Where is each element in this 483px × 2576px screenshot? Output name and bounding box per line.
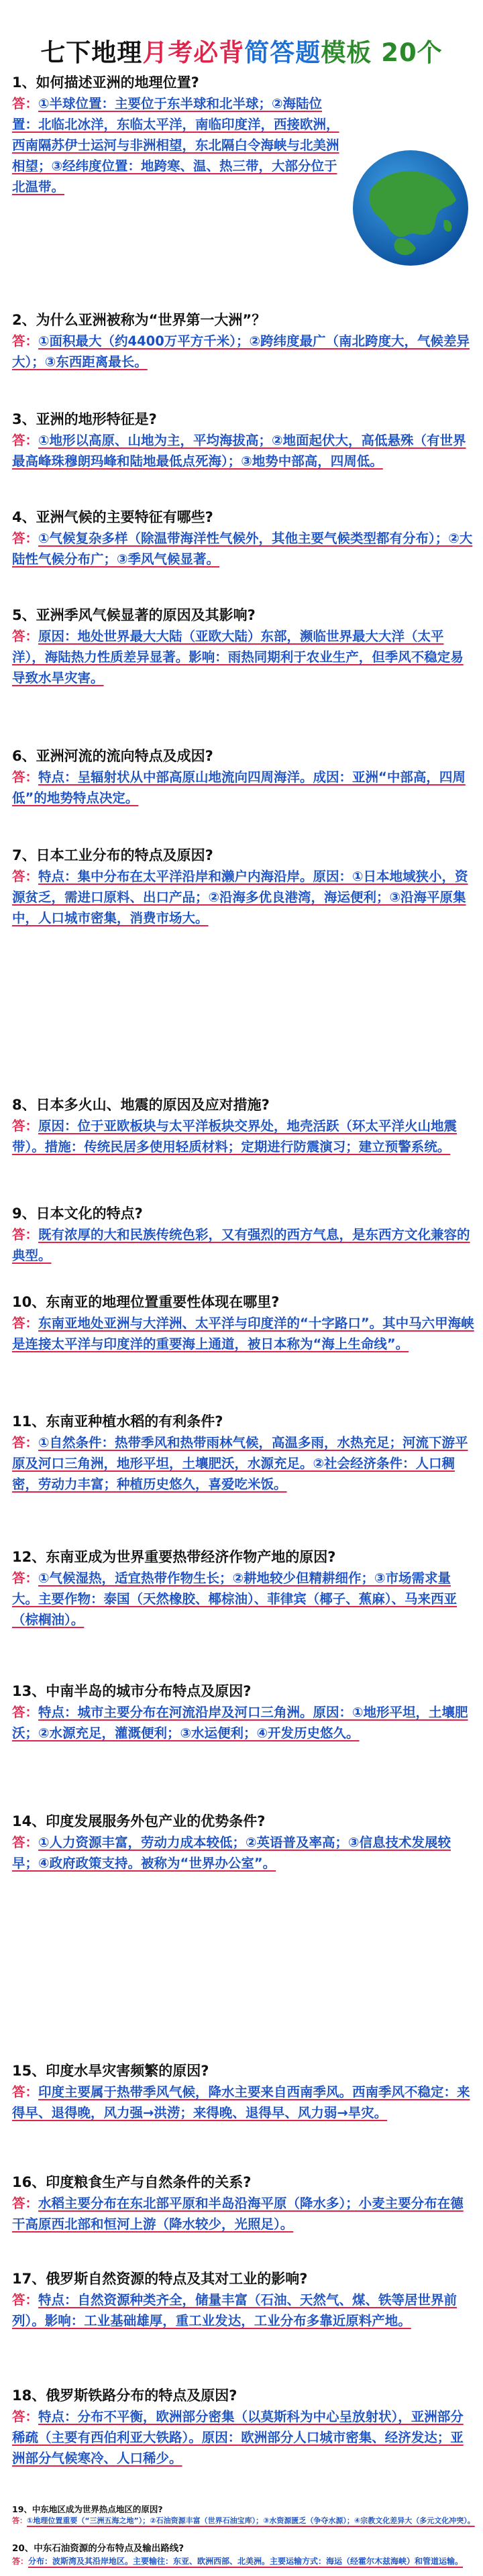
answer-text: ①地形以高原、山地为主，平均海拔高；②地面起伏大，高低悬殊（有世界最高峰珠穆朗玛峰和陆地最低点死海）；③地势中部高，四周低。 xyxy=(12,433,466,469)
answer-text: 特点：呈辐射状从中部高原山地流向四周海洋。成因：亚洲“中部高，四周低”的地势特点决定。 xyxy=(12,769,466,806)
qa-item xyxy=(12,1811,475,1874)
qa-item xyxy=(12,2542,475,2568)
answer-text: 特点：城市主要分布在河流沿岸及河口三角洲。原因：①地形平坦，土壤肥沃；②水源充足，灌溉便利；③水运便利；④开发历史悠久。 xyxy=(12,1705,468,1741)
answer-text: 水稻主要分布在东北部平原和半岛沿海平原（降水多）；小麦主要分布在德干高原西北部和恒河上游（降水较少，光照足）。 xyxy=(12,2196,464,2232)
question-text: 7、日本工业分布的特点及原因? xyxy=(12,847,213,863)
answer-text: ①气候湿热，适宜热带作物生长；②耕地较少但精耕细作；③市场需求量大。主要作物：泰国（天然橡胶、椰棕油）、菲律宾（椰子、蕉麻）、马来西亚（棕榈油）。 xyxy=(12,1570,458,1627)
answer-text: 分布：波斯湾及其沿岸地区。主要输往：东亚、欧洲西部、北美洲。主要运输方式：海运（经霍尔木兹海峡）和管道运输。 xyxy=(28,2557,464,2566)
answer-text: ①气候复杂多样（除温带海洋性气候外，其他主要气候类型都有分布）；②大陆性气候分布广；③季风气候显著。 xyxy=(12,531,473,567)
question-text: 12、东南亚成为世界重要热带经济作物产地的原因? xyxy=(12,1549,336,1565)
answer-text: 印度主要属于热带季风气候，降水主要来自西南季风。西南季风不稳定：来得早、退得晚，风力强→洪涝；来得晚、退得早、风力弱→旱灾。 xyxy=(12,2084,470,2121)
answer-block xyxy=(12,1568,475,1630)
answer-block xyxy=(12,1832,475,1874)
question-text: 5、亚洲季风气候显著的原因及其影响? xyxy=(12,607,256,623)
qa-item xyxy=(12,1095,475,1157)
qa-item xyxy=(12,1411,475,1495)
answer-text: 东南亚地处亚洲与大洋洲、太平洋与印度洋的“十字路口”。其中马六甲海峡是连接太平洋与印度洋的重要海上通道，被日本称为“海上生命线”。 xyxy=(12,1316,474,1352)
answer-block xyxy=(12,93,341,197)
qa-item xyxy=(12,2504,475,2527)
question-text: 3、亚洲的地形特征是? xyxy=(12,411,157,427)
answer-label: 答： xyxy=(12,1316,39,1331)
question-text: 6、亚洲河流的流向特点及成因? xyxy=(12,748,213,764)
qa-item xyxy=(12,605,475,688)
answer-label: 答： xyxy=(12,869,39,884)
title-part-4: 模板 20个 xyxy=(321,38,443,67)
qa-item xyxy=(12,72,475,197)
answer-label: 答： xyxy=(12,433,39,448)
answer-text: 特点：集中分布在太平洋沿岸和濑户内海沿岸。原因：①日本地域狭小，资源贫乏，需进口原料、出口产品；②沿海多优良港湾，海运便利；③沿海平原集中，人口城市密集，消费市场大。 xyxy=(12,869,468,926)
question-text: 18、俄罗斯铁路分布的特点及原因? xyxy=(12,2387,237,2404)
answer-text: 特点：自然资源种类齐全，储量丰富（石油、天然气、煤、铁等居世界前列）。影响：工业基础雄厚，重工业发达，工业分布多靠近原料产地。 xyxy=(12,2292,458,2328)
answer-block xyxy=(12,866,475,928)
answer-block xyxy=(12,2193,475,2235)
answer-block xyxy=(12,1224,475,1266)
qa-item xyxy=(12,2172,475,2235)
answer-label: 答： xyxy=(12,531,39,546)
answer-label: 答： xyxy=(12,333,39,349)
page-title xyxy=(0,32,483,68)
answer-block xyxy=(12,2082,475,2123)
answer-block xyxy=(12,767,475,808)
question-text: 17、俄罗斯自然资源的特点及其对工业的影响? xyxy=(12,2271,308,2287)
question-text: 19、中东地区成为世界热点地区的原因? xyxy=(12,2504,163,2514)
answer-label: 答： xyxy=(12,1435,39,1450)
answer-block xyxy=(12,331,475,372)
question-text: 16、印度粮食生产与自然条件的关系? xyxy=(12,2174,252,2190)
answer-text: ①自然条件：热带季风和热带雨林气候，高温多雨，水热充足；河流下游平原及河口三角洲，地形平坦，土壤肥沃，水源充足。②社会经济条件：人口稠密，劳动力丰富；种植历史悠久，喜爱吃米饭。 xyxy=(12,1435,468,1492)
answer-block xyxy=(12,2290,475,2331)
title-part-3: 简答题 xyxy=(244,38,321,67)
answer-text: 特点：分布不平衡，欧洲部分密集（以莫斯科为中心呈放射状），亚洲部分稀疏（主要有西伯利亚大铁路）。原因：欧洲部分人口城市密集、经济发达；亚洲部分气候寒冷、人口稀少。 xyxy=(12,2409,464,2466)
answer-label: 答： xyxy=(12,1118,39,1134)
qa-item xyxy=(12,1203,475,1266)
answer-text: 原因：位于亚欧板块与太平洋板块交界处，地壳活跃（环太平洋火山地震带）。措施：传统民居多使用轻质材料；定期进行防震演习；建立预警系统。 xyxy=(12,1118,458,1155)
answer-label: 答： xyxy=(12,2516,27,2526)
answer-label: 答： xyxy=(12,1227,39,1242)
question-text: 9、日本文化的特点? xyxy=(12,1205,143,1222)
answer-block xyxy=(12,1432,475,1495)
answer-text: ①人力资源丰富，劳动力成本较低；②英语普及率高；③信息技术发展较早；④政府政策支持。被称为“世界办公室”。 xyxy=(12,1835,451,1871)
answer-block xyxy=(12,2406,475,2469)
question-text: 8、日本多火山、地震的原因及应对措施? xyxy=(12,1097,270,1113)
answer-label: 答： xyxy=(12,2084,39,2100)
question-text: 1、如何描述亚洲的地理位置? xyxy=(12,74,199,91)
qa-item xyxy=(12,1292,475,1354)
qa-item xyxy=(12,2269,475,2331)
answer-block xyxy=(12,1313,475,1354)
answer-label: 答： xyxy=(12,96,39,111)
answer-label: 答： xyxy=(12,1705,39,1720)
answer-label: 答： xyxy=(12,2557,29,2566)
qa-item xyxy=(12,2061,475,2123)
answer-block xyxy=(12,528,475,570)
answer-label: 答： xyxy=(12,629,39,644)
title-part-1: 七下地理 xyxy=(40,38,143,67)
question-text: 2、为什么亚洲被称为“世界第一大洲”？ xyxy=(12,312,266,328)
qa-item xyxy=(12,2385,475,2469)
answer-text: ①地理位置重要（“三洲五海之地”）；②石油资源丰富（世界石油宝库）；③水资源匮乏（争夺水源）；④宗教文化差异大（多元文化冲突）。 xyxy=(27,2516,475,2526)
answer-text: 原因：地处世界最大大陆（亚欧大陆）东部，濒临世界最大大洋（太平洋），海陆热力性质差异显著。影响：雨热同期利于农业生产，但季风不稳定易导致水旱灾害。 xyxy=(12,629,464,686)
answer-block xyxy=(12,626,475,688)
qa-item xyxy=(12,507,475,570)
question-text: 11、东南亚种植水稻的有利条件? xyxy=(12,1413,223,1430)
question-text: 15、印度水旱灾害频繁的原因? xyxy=(12,2063,209,2079)
answer-block xyxy=(12,1702,475,1743)
answer-label: 答： xyxy=(12,1835,39,1850)
answer-block xyxy=(12,430,475,472)
question-text: 10、东南亚的地理位置重要性体现在哪里? xyxy=(12,1294,280,1310)
qa-item xyxy=(12,1681,475,1743)
answer-label: 答： xyxy=(12,769,39,785)
question-text: 20、中东石油资源的分布特点及输出路线? xyxy=(12,2543,184,2554)
answer-label: 答： xyxy=(12,2292,39,2308)
title-part-2: 月考必背 xyxy=(142,38,245,67)
answer-label: 答： xyxy=(12,2196,39,2211)
question-text: 14、印度发展服务外包产业的优势条件? xyxy=(12,1813,266,1829)
answer-label: 答： xyxy=(12,1570,39,1586)
answer-text: ①面积最大（约4400万平方千米）；②跨纬度最广（南北跨度大，气候差异大）；③东西距离最长。 xyxy=(12,333,470,370)
answer-block xyxy=(12,2555,475,2568)
qa-item xyxy=(12,310,475,372)
question-text: 13、中南半岛的城市分布特点及原因? xyxy=(12,1683,252,1699)
qa-item xyxy=(12,746,475,808)
answer-block xyxy=(12,2515,475,2526)
answer-block xyxy=(12,1116,475,1157)
answer-label: 答： xyxy=(12,2409,39,2424)
qa-item xyxy=(12,409,475,472)
qa-item xyxy=(12,845,475,928)
answer-text: 既有浓厚的大和民族传统色彩，又有强烈的西方气息，是东西方文化兼容的典型。 xyxy=(12,1227,470,1263)
answer-text: ①半球位置：主要位于东半球和北半球；②海陆位置：北临北冰洋，东临太平洋，南临印度洋，西接欧洲，西南隔苏伊士运河与非洲相望，东北隔白令海峡与北美洲相望；③经纬度位置：地跨寒、温、热三带，大部分位于北温带。 xyxy=(12,96,339,195)
question-text: 4、亚洲气候的主要特征有哪些? xyxy=(12,509,213,525)
qa-item xyxy=(12,1547,475,1630)
